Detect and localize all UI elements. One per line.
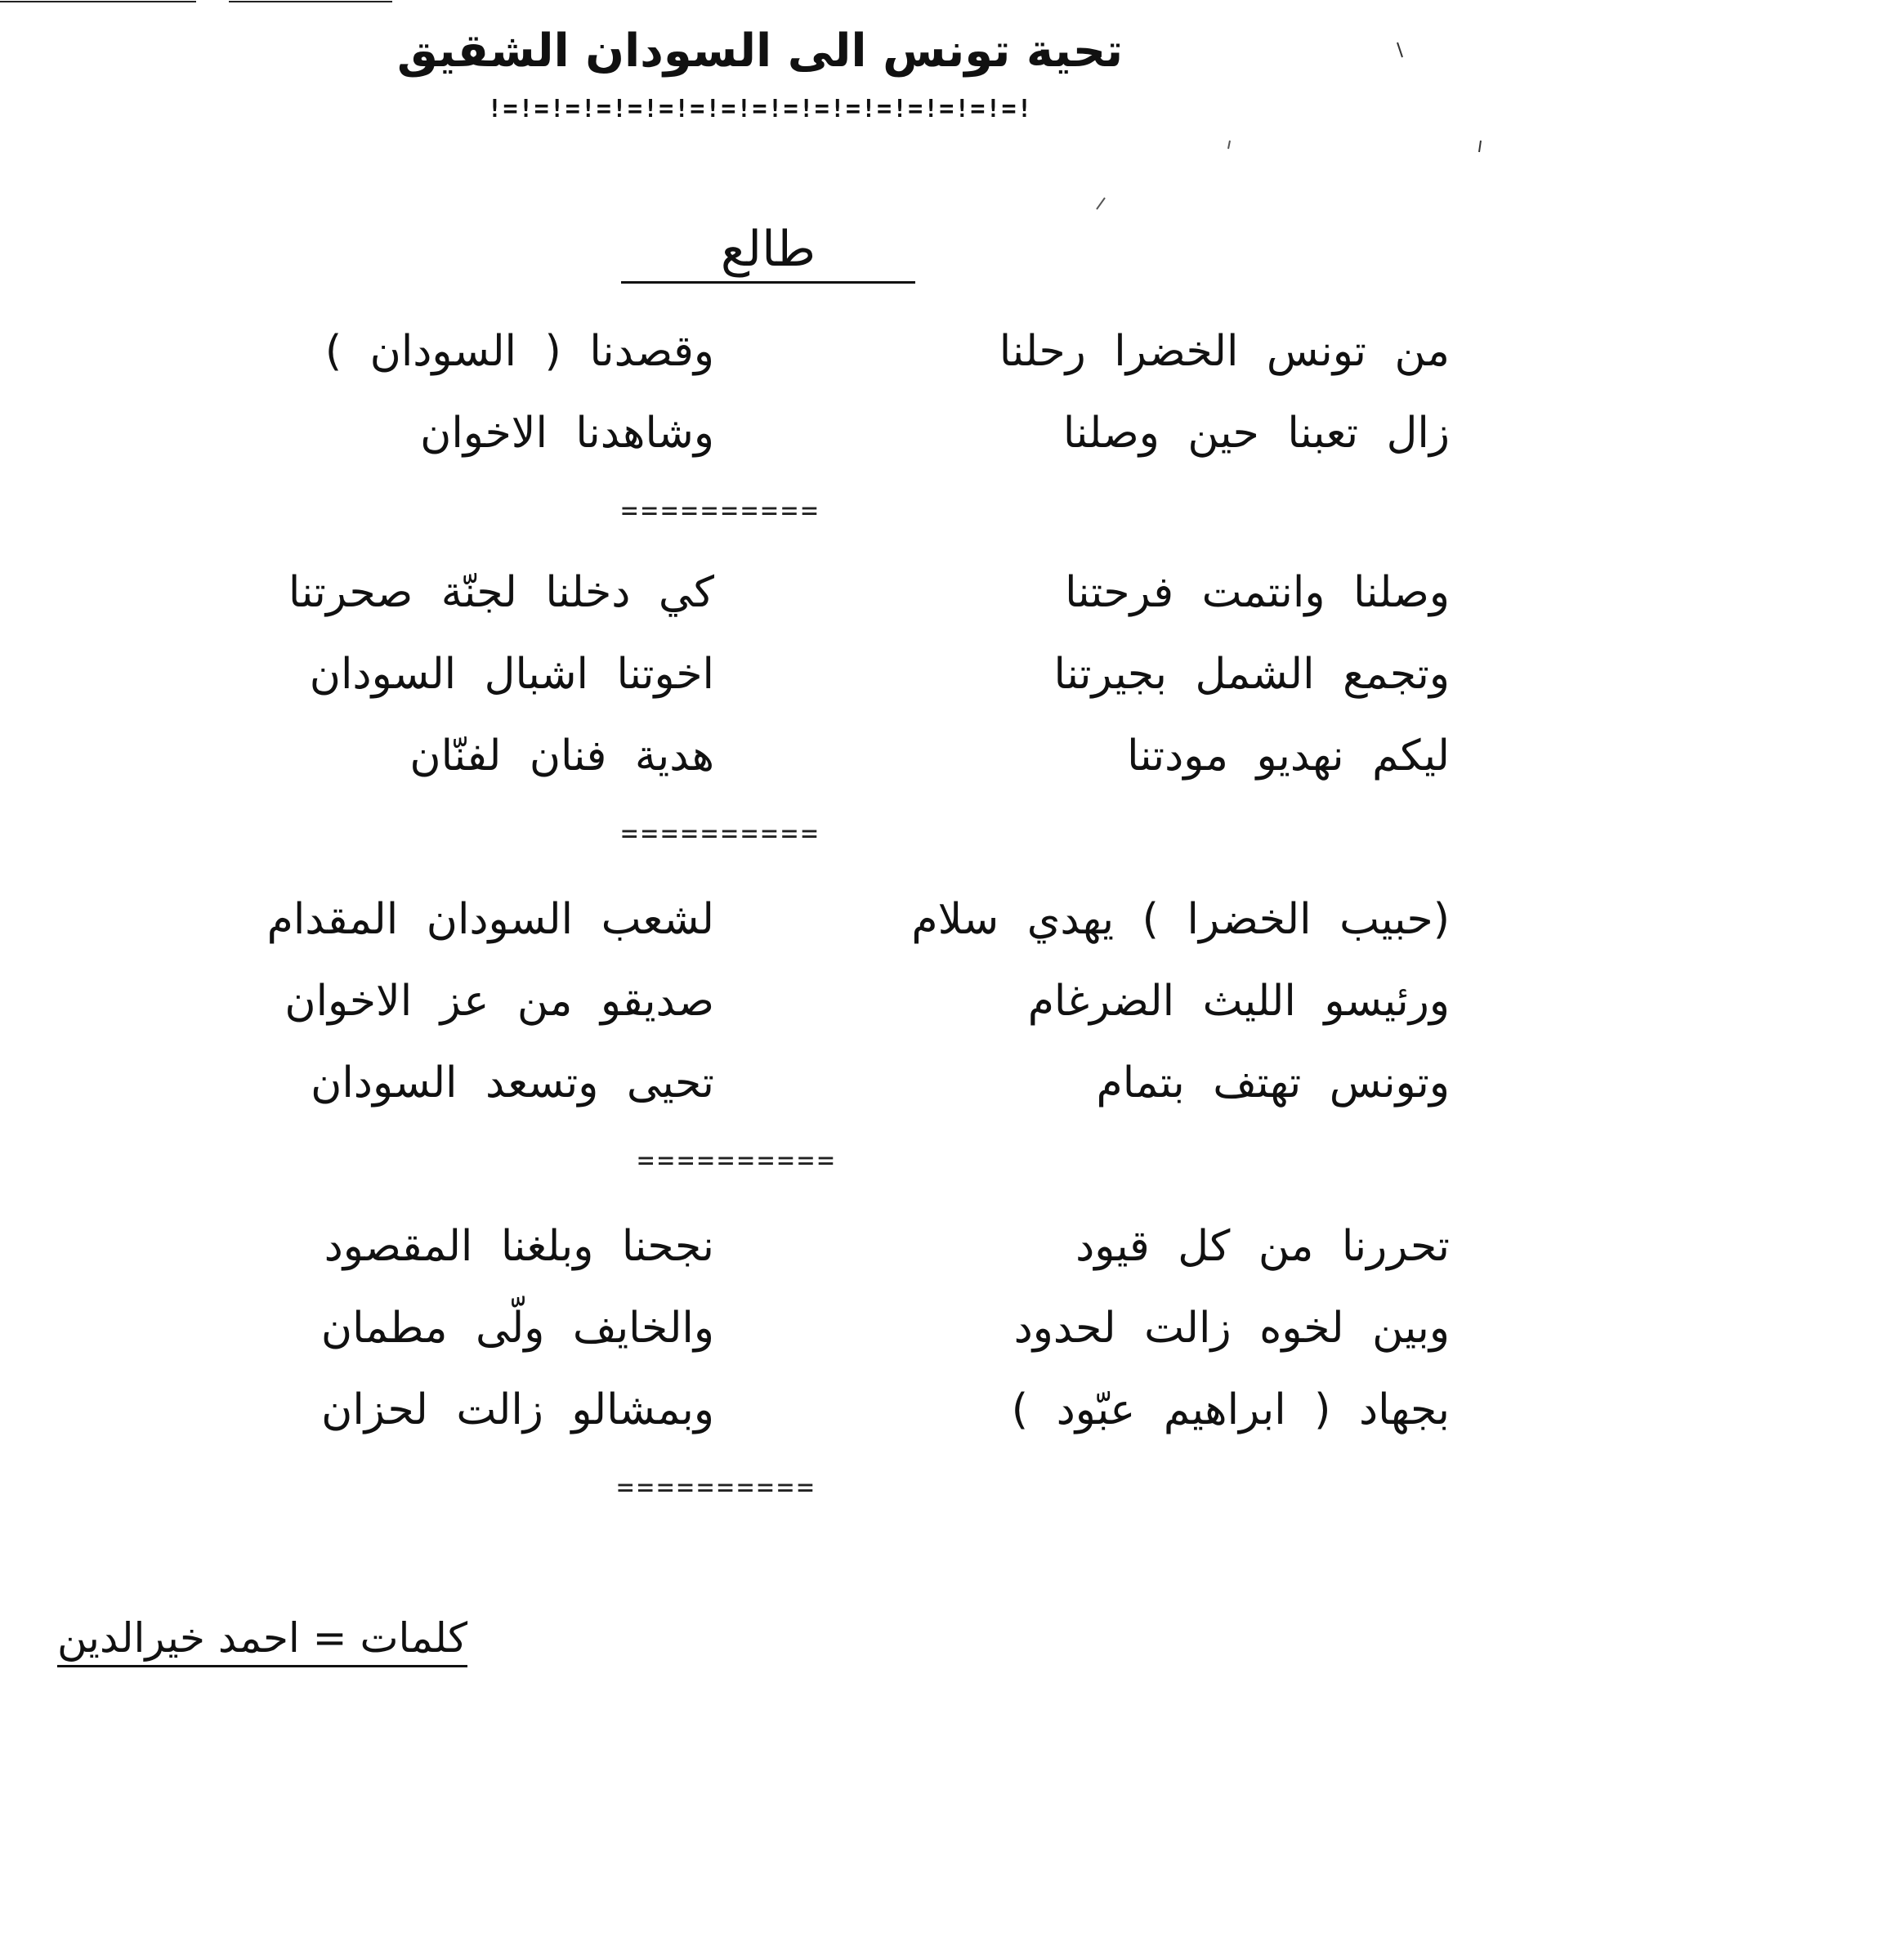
verse-left-hemistich: وقصدنا ( السودان ): [324, 327, 714, 376]
verse-right-hemistich: وبين لخوه زالت لحدود: [1013, 1304, 1450, 1353]
verse-right-hemistich: (حبيب الخضرا ) يهدي سلام: [911, 895, 1450, 944]
stanza-separator: ==========: [637, 1144, 838, 1177]
verse-right-hemistich: من تونس الخضرا رحلنا: [999, 327, 1450, 376]
stanza-separator: ==========: [621, 817, 821, 850]
stanza-separator: ==========: [617, 1471, 817, 1504]
verse-right-hemistich: ليكم نهديو مودتنا: [1127, 732, 1450, 781]
verse-left-hemistich: صديقو من عز الاخوان: [284, 977, 714, 1026]
verse-left-hemistich: وشاهدنا الاخوان: [420, 409, 714, 458]
verse-left-hemistich: تحيى وتسعد السودان: [311, 1058, 714, 1108]
title-decoration: !=!=!=!=!=!=!=!=!=!=!=!=!=!=!=!=!=!: [487, 95, 1033, 123]
verse-left-hemistich: هدية فنان لفنّان: [409, 732, 714, 781]
author-credit: كلمات = احمد خيرالدين: [57, 1614, 467, 1667]
verse-right-hemistich: ورئيسو الليث الضرغام: [1027, 977, 1450, 1026]
verse-right-hemistich: بجهاد ( ابراهيم عبّود ): [1011, 1385, 1450, 1434]
verse-left-hemistich: وبمشالو زالت لحزان: [321, 1385, 714, 1434]
verse-right-hemistich: وتجمع الشمل بجيرتنا: [1053, 650, 1450, 699]
verse-left-hemistich: كي دخلنا لجنّة صحرتنا: [288, 568, 714, 617]
verse-right-hemistich: تحررنا من كل قيود: [1075, 1222, 1450, 1271]
verse-left-hemistich: والخايف ولّى مطمان: [320, 1304, 714, 1353]
verse-left-hemistich: اخوتنا اشبال السودان: [309, 650, 714, 699]
verse-right-hemistich: وتونس تهتف بتمام: [1096, 1058, 1450, 1108]
verse-left-hemistich: لشعب السودان المقدام: [266, 895, 714, 944]
poem-title: تحية تونس الى السودان الشقيق: [396, 25, 1124, 78]
verse-right-hemistich: زال تعبنا حين وصلنا: [1062, 409, 1450, 458]
section-label: طالع: [621, 221, 915, 284]
verse-right-hemistich: وصلنا وانتمت فرحتنا: [1065, 568, 1450, 617]
verse-left-hemistich: نجحنا وبلغنا المقصود: [324, 1222, 714, 1271]
stanza-separator: ==========: [621, 494, 821, 527]
